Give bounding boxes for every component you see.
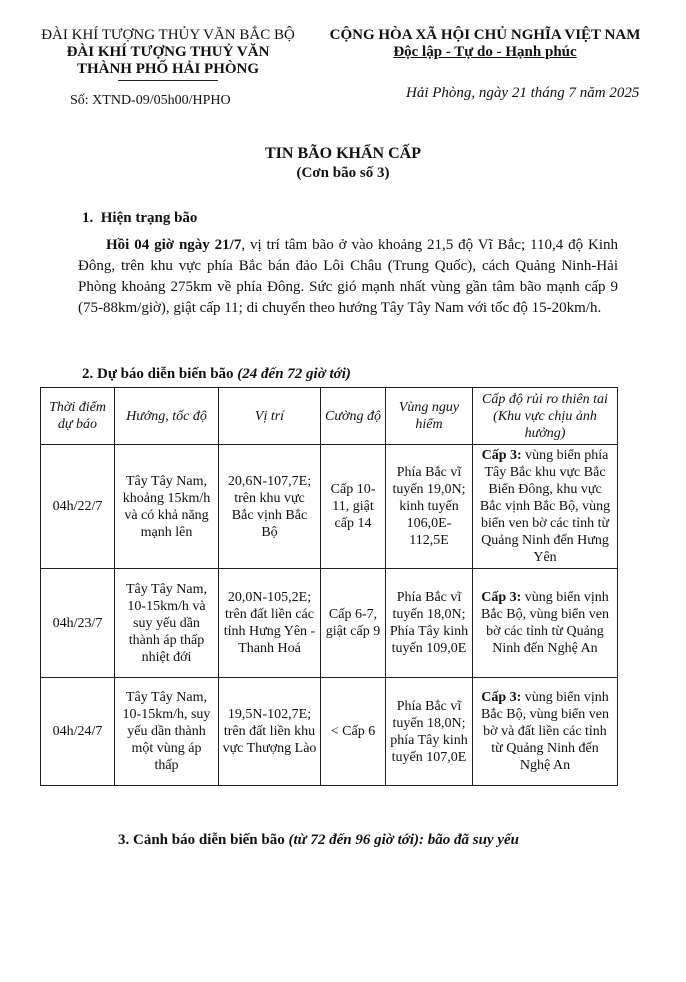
cell-intensity: < Cấp 6 bbox=[321, 678, 386, 786]
section1-body bbox=[78, 235, 618, 319]
agency-parent: ĐÀI KHÍ TƯỢNG THỦY VĂN BẮC BỘ bbox=[41, 27, 295, 43]
header-right bbox=[320, 27, 650, 61]
cell-danger: Phía Bắc vĩ tuyến 19,0N; kinh tuyến 106,0E-112,5E bbox=[386, 445, 473, 569]
cell-position: 20,0N-105,2E; trên đất liền các tỉnh Hưng Yên - Thanh Hoá bbox=[219, 569, 321, 678]
issue-date: Hải Phòng, ngày 21 tháng 7 năm 2025 bbox=[406, 85, 640, 101]
cell-direction: Tây Tây Nam, khoảng 15km/h và có khả năng mạnh lên bbox=[115, 445, 219, 569]
cell-risk bbox=[473, 569, 618, 678]
forecast-table bbox=[40, 387, 618, 786]
header-left bbox=[18, 27, 318, 78]
cell-direction: Tây Tây Nam, 10-15km/h, suy yếu dần thành một vùng áp thấp bbox=[115, 678, 219, 786]
section1-title: Hiện trạng bão bbox=[100, 210, 198, 226]
section3-title: 3. Cảnh báo diễn biến bão bbox=[118, 832, 289, 848]
motto: Độc lập - Tự do - Hạnh phúc bbox=[393, 44, 577, 60]
section2-title: 2. Dự báo diễn biến bão bbox=[82, 366, 238, 382]
section3-range: (từ 72 đến 96 giờ tới): bão đã suy yếu bbox=[288, 832, 519, 848]
cell-time: 04h/22/7 bbox=[41, 445, 115, 569]
table-row bbox=[41, 569, 618, 678]
cell-intensity: Cấp 10-11, giật cấp 14 bbox=[321, 445, 386, 569]
risk-level: Cấp 3: bbox=[481, 448, 522, 463]
table-row bbox=[41, 445, 618, 569]
cell-position: 19,5N-102,7E; trên đất liền khu vực Thượng Lào bbox=[219, 678, 321, 786]
col-risk: Cấp độ rủi ro thiên tai (Khu vực chịu ảnh hưởng) bbox=[473, 388, 618, 445]
section1-number: 1. bbox=[82, 210, 94, 226]
cell-intensity: Cấp 6-7, giật cấp 9 bbox=[321, 569, 386, 678]
col-danger: Vùng nguy hiểm bbox=[386, 388, 473, 445]
risk-area: vùng biển vịnh Bắc Bộ, vùng biển ven bờ và đất liền các tỉnh từ Quảng Ninh đến Nghệ An bbox=[481, 690, 609, 773]
cell-danger: Phía Bắc vĩ tuyến 18,0N; Phía Tây kinh tuyến 109,0E bbox=[386, 569, 473, 678]
table-row bbox=[41, 678, 618, 786]
cell-time: 04h/24/7 bbox=[41, 678, 115, 786]
republic-name: CỘNG HÒA XÃ HỘI CHỦ NGHĨA VIỆT NAM bbox=[329, 27, 641, 43]
risk-level: Cấp 3: bbox=[481, 590, 522, 605]
header-left-rule bbox=[118, 80, 218, 81]
risk-area: vùng biển vịnh Bắc Bộ, vùng biển ven bờ các tỉnh từ Quảng Ninh đến Nghệ An bbox=[481, 590, 609, 656]
section2-range: (24 đến 72 giờ tới) bbox=[237, 366, 351, 382]
risk-level: Cấp 3: bbox=[481, 690, 522, 705]
col-direction: Hướng, tốc độ bbox=[115, 388, 219, 445]
section1-text: , vị trí tâm bão ở vào khoảng 21,5 độ Vĩ Bắc; 110,4 độ Kinh Đông, trên khu vực phía Bắc bán đảo Lôi Châu (Trung Quốc), cách Quảng Ninh-Hải Phòng khoảng 275km về phía Đông. Sức gió mạnh nhất vùng gần tâm bão mạnh cấp 9 (75-88km/giờ), giật cấp 11; di chuyển theo hướng Tây Tây Nam với tốc độ 15-20km/h. bbox=[78, 237, 618, 316]
col-intensity: Cường độ bbox=[321, 388, 386, 445]
risk-area: vùng biển phía Tây Bắc khu vực Bắc Biển Đông, khu vực Bắc vịnh Bắc Bộ, vùng biển ven bờ các tỉnh từ Quảng Ninh đến Hưng Yên bbox=[479, 448, 611, 565]
cell-direction: Tây Tây Nam, 10-15km/h và suy yếu dần thành áp thấp nhiệt đới bbox=[115, 569, 219, 678]
col-position: Vị trí bbox=[219, 388, 321, 445]
page-subtitle: (Cơn bão số 3) bbox=[296, 165, 390, 181]
section1-lead: Hồi 04 giờ ngày 21/7 bbox=[106, 237, 242, 253]
cell-risk bbox=[473, 678, 618, 786]
cell-position: 20,6N-107,7E; trên khu vực Bắc vịnh Bắc Bộ bbox=[219, 445, 321, 569]
agency-name: ĐÀI KHÍ TƯỢNG THUỶ VĂN bbox=[66, 44, 270, 60]
cell-danger: Phía Bắc vĩ tuyến 18,0N; phía Tây kinh tuyến 107,0E bbox=[386, 678, 473, 786]
section1-heading bbox=[82, 210, 197, 227]
cell-risk bbox=[473, 445, 618, 569]
doc-number: Số: XTND-09/05h00/HPHO bbox=[70, 93, 231, 108]
page-title: TIN BÃO KHẨN CẤP bbox=[264, 145, 421, 162]
cell-time: 04h/23/7 bbox=[41, 569, 115, 678]
section2-heading bbox=[82, 366, 351, 383]
agency-city: THÀNH PHỐ HẢI PHÒNG bbox=[76, 61, 260, 77]
table-header-row bbox=[41, 388, 618, 445]
col-time: Thời điểm dự báo bbox=[41, 388, 115, 445]
section3-heading bbox=[118, 832, 519, 849]
